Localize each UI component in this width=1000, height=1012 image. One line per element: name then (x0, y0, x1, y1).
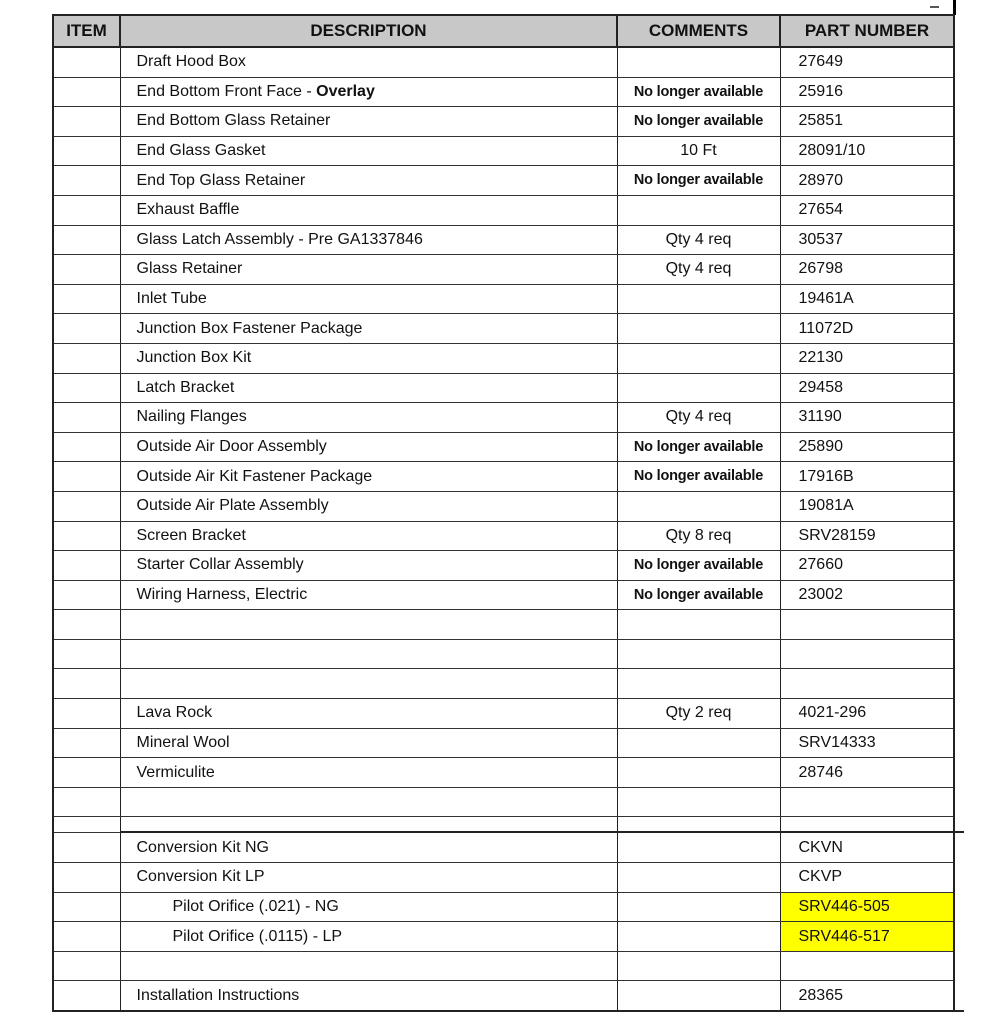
item-cell (53, 951, 120, 981)
description-cell (120, 610, 617, 640)
item-cell (53, 432, 120, 462)
table-row (53, 314, 964, 344)
description-text: Conversion Kit LP (136, 868, 265, 886)
description-text: Glass Retainer (136, 260, 243, 278)
table-row (53, 610, 964, 640)
part-number-cell: 28970 (780, 166, 954, 196)
row-tail (954, 195, 964, 225)
row-tail (954, 758, 964, 788)
part-number-cell: SRV446-517 (780, 922, 954, 952)
comment-cell: No longer available (617, 551, 780, 581)
comment-cell (617, 47, 780, 77)
gap-cell (120, 817, 617, 833)
row-tail (954, 981, 964, 1011)
comment-cell: Qty 4 req (617, 255, 780, 285)
row-tail (954, 551, 964, 581)
item-cell (53, 610, 120, 640)
comment-cell (617, 491, 780, 521)
comment-cell (617, 758, 780, 788)
table-row (53, 136, 964, 166)
comment-cell (617, 787, 780, 817)
row-tail (954, 225, 964, 255)
comment-cell (617, 343, 780, 373)
comment-cell (617, 639, 780, 669)
table-header (53, 15, 964, 47)
part-number-cell: 28365 (780, 981, 954, 1011)
description-cell (120, 787, 617, 817)
comment-cell (617, 728, 780, 758)
item-cell (53, 284, 120, 314)
table-row (53, 373, 964, 403)
item-cell (53, 136, 120, 166)
table-row (53, 47, 964, 77)
comment-cell: No longer available (617, 107, 780, 137)
part-number-cell: 31190 (780, 403, 954, 433)
description-cell (120, 166, 617, 196)
description-cell (120, 136, 617, 166)
item-cell (53, 728, 120, 758)
part-number-cell: 25851 (780, 107, 954, 137)
description-cell (120, 343, 617, 373)
item-cell (53, 373, 120, 403)
row-tail (954, 491, 964, 521)
part-number-cell: 26798 (780, 255, 954, 285)
row-tail (954, 610, 964, 640)
item-cell (53, 77, 120, 107)
comment-cell (617, 951, 780, 981)
part-number-cell: 29458 (780, 373, 954, 403)
table-row (53, 951, 964, 981)
item-cell (53, 521, 120, 551)
part-number-cell: 27654 (780, 195, 954, 225)
gap-cell (954, 817, 964, 833)
item-cell (53, 922, 120, 952)
description-text: Lava Rock (136, 704, 213, 722)
comment-cell (617, 922, 780, 952)
item-cell (53, 639, 120, 669)
header-comments: COMMENTS (617, 15, 780, 47)
description-cell (120, 981, 617, 1011)
description-cell (120, 922, 617, 952)
item-cell (53, 551, 120, 581)
table-row (53, 787, 964, 817)
description-cell (120, 728, 617, 758)
part-number-cell: 23002 (780, 580, 954, 610)
part-number-cell: 17916B (780, 462, 954, 492)
description-cell (120, 521, 617, 551)
row-tail (954, 580, 964, 610)
comment-cell: Qty 8 req (617, 521, 780, 551)
row-tail (954, 832, 964, 862)
description-cell (120, 832, 617, 862)
part-number-cell: 25916 (780, 77, 954, 107)
table-row (53, 728, 964, 758)
description-text: Junction Box Kit (136, 349, 252, 367)
table-row (53, 462, 964, 492)
description-cell (120, 107, 617, 137)
description-cell (120, 892, 617, 922)
comment-cell: No longer available (617, 462, 780, 492)
item-cell (53, 863, 120, 893)
header-tail (954, 15, 964, 47)
table-row (53, 166, 964, 196)
item-cell (53, 255, 120, 285)
part-number-cell: 28091/10 (780, 136, 954, 166)
description-cell (120, 699, 617, 729)
description-cell (120, 284, 617, 314)
item-cell (53, 343, 120, 373)
description-text: End Top Glass Retainer (136, 171, 306, 189)
comment-cell (617, 863, 780, 893)
description-cell (120, 195, 617, 225)
description-text: Screen Bracket (136, 526, 246, 544)
header-part-number: PART NUMBER (780, 15, 954, 47)
item-cell (53, 166, 120, 196)
table-row (53, 580, 964, 610)
comment-cell: Qty 4 req (617, 403, 780, 433)
header-description: DESCRIPTION (120, 15, 617, 47)
part-number-cell: SRV14333 (780, 728, 954, 758)
table-row (53, 551, 964, 581)
part-number-cell: 30537 (780, 225, 954, 255)
description-cell (120, 314, 617, 344)
description-bold-text: Overlay (316, 82, 375, 100)
description-cell (120, 77, 617, 107)
comment-cell (617, 832, 780, 862)
table-row (53, 863, 964, 893)
description-cell (120, 551, 617, 581)
part-number-cell: SRV446-505 (780, 892, 954, 922)
description-text: End Glass Gasket (136, 142, 266, 160)
item-cell (53, 47, 120, 77)
description-cell (120, 462, 617, 492)
item-cell (53, 403, 120, 433)
part-number-cell (780, 951, 954, 981)
description-text: Inlet Tube (136, 290, 207, 308)
item-cell (53, 107, 120, 137)
table-row (53, 225, 964, 255)
comment-cell (617, 314, 780, 344)
description-text: Pilot Orifice (.021) - NG (172, 897, 339, 915)
description-text: Outside Air Plate Assembly (136, 497, 329, 515)
edge-mark-small (930, 6, 939, 8)
row-tail (954, 699, 964, 729)
table-row (53, 403, 964, 433)
row-tail (954, 863, 964, 893)
description-cell (120, 580, 617, 610)
part-number-cell (780, 669, 954, 699)
row-tail (954, 521, 964, 551)
description-text: End Bottom Front Face - (136, 82, 317, 100)
comment-cell: Qty 2 req (617, 699, 780, 729)
item-cell (53, 225, 120, 255)
comment-cell (617, 284, 780, 314)
row-tail (954, 373, 964, 403)
part-number-cell: 22130 (780, 343, 954, 373)
description-text: End Bottom Glass Retainer (136, 112, 331, 130)
row-tail (954, 787, 964, 817)
description-text: Mineral Wool (136, 733, 230, 751)
item-cell (53, 669, 120, 699)
table-row (53, 699, 964, 729)
table-row (53, 639, 964, 669)
description-text: Outside Air Kit Fastener Package (136, 467, 373, 485)
gap-cell (617, 817, 780, 833)
item-cell (53, 462, 120, 492)
part-number-cell (780, 787, 954, 817)
row-tail (954, 47, 964, 77)
table-row (53, 922, 964, 952)
row-tail (954, 462, 964, 492)
description-cell (120, 951, 617, 981)
item-cell (53, 832, 120, 862)
row-tail (954, 136, 964, 166)
description-text: Draft Hood Box (136, 53, 246, 71)
table-row (53, 77, 964, 107)
description-cell (120, 639, 617, 669)
description-cell (120, 225, 617, 255)
gap-cell (780, 817, 954, 833)
part-number-cell: 28746 (780, 758, 954, 788)
parts-list-table (52, 14, 964, 1012)
item-cell (53, 981, 120, 1011)
description-text: Glass Latch Assembly - Pre GA1337846 (136, 230, 423, 248)
row-tail (954, 284, 964, 314)
description-cell (120, 432, 617, 462)
comment-cell (617, 669, 780, 699)
table-row (53, 491, 964, 521)
description-text: Wiring Harness, Electric (136, 585, 308, 603)
row-tail (954, 892, 964, 922)
row-tail (954, 255, 964, 285)
row-tail (954, 639, 964, 669)
description-text: Installation Instructions (136, 986, 300, 1004)
part-number-cell: CKVP (780, 863, 954, 893)
table-row (53, 521, 964, 551)
part-number-cell: 25890 (780, 432, 954, 462)
description-text: Pilot Orifice (.0115) - LP (172, 927, 343, 945)
part-number-cell: 19461A (780, 284, 954, 314)
description-cell (120, 758, 617, 788)
comment-cell: No longer available (617, 77, 780, 107)
table-row (53, 107, 964, 137)
description-text: Outside Air Door Assembly (136, 438, 327, 456)
part-number-cell: 11072D (780, 314, 954, 344)
item-cell (53, 758, 120, 788)
row-tail (954, 343, 964, 373)
table-row (53, 892, 964, 922)
table-row (53, 832, 964, 862)
description-text: Exhaust Baffle (136, 201, 240, 219)
comment-cell (617, 610, 780, 640)
description-text: Vermiculite (136, 763, 215, 781)
part-number-cell: 27660 (780, 551, 954, 581)
comment-cell: 10 Ft (617, 136, 780, 166)
row-tail (954, 951, 964, 981)
row-tail (954, 432, 964, 462)
description-text: Starter Collar Assembly (136, 556, 304, 574)
row-tail (954, 166, 964, 196)
row-tail (954, 403, 964, 433)
description-cell (120, 373, 617, 403)
comment-cell (617, 195, 780, 225)
item-cell (53, 491, 120, 521)
table-body (53, 47, 964, 1011)
part-number-cell (780, 610, 954, 640)
description-cell (120, 491, 617, 521)
row-tail (954, 314, 964, 344)
table-row (53, 669, 964, 699)
description-text: Nailing Flanges (136, 408, 247, 426)
item-cell (53, 787, 120, 817)
comment-cell (617, 981, 780, 1011)
part-number-cell: 19081A (780, 491, 954, 521)
table-row (53, 255, 964, 285)
description-cell (120, 863, 617, 893)
part-number-cell: 27649 (780, 47, 954, 77)
description-cell (120, 255, 617, 285)
comment-cell (617, 892, 780, 922)
row-tail (954, 669, 964, 699)
item-cell (53, 580, 120, 610)
part-number-cell: SRV28159 (780, 521, 954, 551)
table-row (53, 758, 964, 788)
section-gap (53, 817, 964, 833)
table-row (53, 432, 964, 462)
table-row (53, 284, 964, 314)
description-cell (120, 403, 617, 433)
row-tail (954, 728, 964, 758)
part-number-cell (780, 639, 954, 669)
row-tail (954, 77, 964, 107)
comment-cell: Qty 4 req (617, 225, 780, 255)
description-cell (120, 47, 617, 77)
description-text: Latch Bracket (136, 378, 235, 396)
header-item: ITEM (53, 15, 120, 47)
row-tail (954, 922, 964, 952)
comment-cell: No longer available (617, 166, 780, 196)
item-cell (53, 892, 120, 922)
table-row (53, 981, 964, 1011)
part-number-cell: CKVN (780, 832, 954, 862)
row-tail (954, 107, 964, 137)
part-number-cell: 4021-296 (780, 699, 954, 729)
gap-cell (53, 817, 120, 833)
table-row (53, 343, 964, 373)
table-row (53, 195, 964, 225)
item-cell (53, 195, 120, 225)
item-cell (53, 314, 120, 344)
description-cell (120, 669, 617, 699)
description-text: Conversion Kit NG (136, 838, 269, 856)
comment-cell (617, 373, 780, 403)
comment-cell: No longer available (617, 580, 780, 610)
comment-cell: No longer available (617, 432, 780, 462)
description-text: Junction Box Fastener Package (136, 319, 363, 337)
item-cell (53, 699, 120, 729)
